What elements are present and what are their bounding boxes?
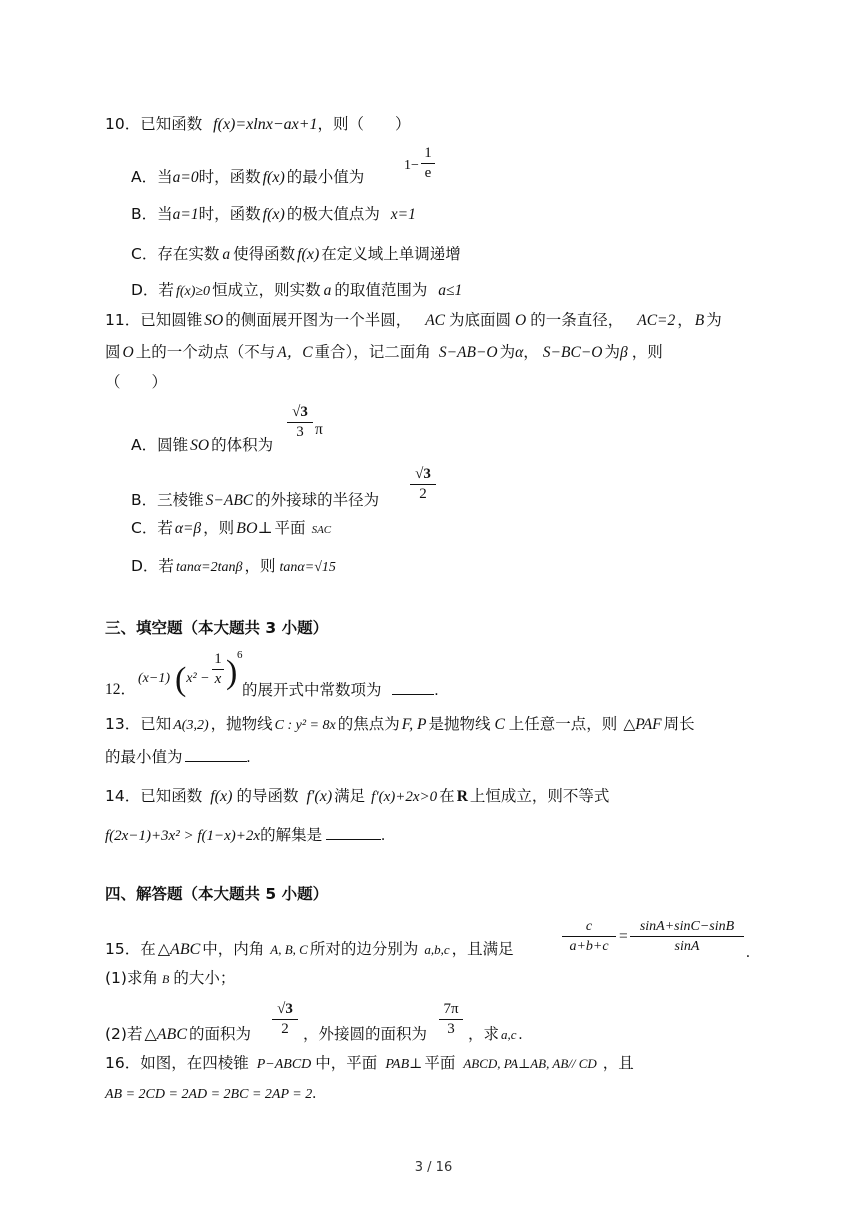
q11-a-fraction: √3 3: [287, 404, 313, 441]
q11-option-b: B．三棱锥 S−ABC 的外接球的半径为: [131, 491, 380, 509]
q13-answer-blank[interactable]: [185, 749, 247, 762]
section-solutions-heading: 四、解答题（本大题共 5 小题）: [105, 885, 329, 903]
q16-line2: AB = 2CD = 2AD = 2BC = 2AP = 2.: [105, 1085, 317, 1102]
q11-a-pi: π: [315, 421, 323, 438]
q15-circle-fraction: 7π 3: [439, 1001, 463, 1038]
q10-option-a: A．当a=0时，函数 f(x) 的最小值为: [131, 168, 365, 186]
q15-part2-end: ，求 a,c .: [468, 1025, 523, 1043]
q12-formula: (x−1) (x² −: [138, 661, 210, 698]
q15-area-fraction: √3 2: [272, 1001, 298, 1038]
q14-line1: 14．已知函数 f(x) 的导函数 f′(x) 满足 f′(x)+2x>0 在 R 上恒成立，则不等式: [105, 787, 610, 805]
q12: 12．: [105, 681, 137, 698]
q10-option-d: D．若 f(x)≥0 恒成立，则实数 a 的取值范围为 a≤1: [131, 281, 463, 299]
q11-option-d: D．若 tanα=2tanβ ，则 tanα=√15: [131, 557, 336, 575]
q10-function: f(x)=xlnx−ax+1: [213, 116, 318, 133]
q11-answer-paren: （ ）: [105, 373, 168, 391]
q15-rhs-fraction: sinA+sinC−sinB sinA: [630, 918, 744, 955]
q10-a-value: 1−: [404, 158, 419, 173]
q12-text: 的展开式中常数项为 .: [242, 681, 439, 699]
q15-equals: =: [619, 928, 628, 945]
q12-answer-blank[interactable]: [392, 682, 434, 695]
q12-exponent: 6: [237, 649, 243, 661]
q15-part2: (2)若 △ABC 的面积为: [105, 1025, 252, 1043]
q15-end: .: [746, 944, 750, 961]
q11-option-c: C．若 α=β ，则 BO⊥ 平面 SAC: [131, 519, 332, 537]
q16-line1: 16．如图，在四棱锥 P−ABCD 中，平面 PAB⊥ 平面 ABCD, PA⊥AB, AB// CD ，且: [105, 1054, 634, 1072]
q15-line1: 15．在 △ABC 中，内角 A, B, C 所对的边分别为 a,b,c ，且满足: [105, 940, 514, 958]
q12-rparen: ): [226, 654, 238, 691]
q13-line2: 的最小值为 .: [105, 748, 251, 766]
q10-option-c: C．存在实数 a 使得函数 f(x) 在定义域上单调递增: [131, 245, 461, 263]
q15-part2-mid: ，外接圆的面积为: [303, 1025, 428, 1043]
q11-option-a: A．圆锥 SO 的体积为: [131, 436, 274, 454]
q10-stem: 10．已知函数 f(x)=xlnx−ax+1，则（ ）: [105, 115, 411, 133]
q14-line2: f(2x−1)+3x² > f(1−x)+2x的解集是 .: [105, 826, 385, 844]
q13-line1: 13．已知 A(3,2) ，抛物线 C : y² = 8x 的焦点为 F, P 是抛物线 C 上任意一点，则 △PAF 周长: [105, 715, 695, 733]
q12-fraction: 1 x: [212, 651, 224, 688]
q10-a-fraction: 1 e: [421, 145, 435, 182]
q10-option-b: B．当a=1时，函数 f(x) 的极大值点为 x=1: [131, 205, 416, 223]
q11-b-fraction: √3 2: [410, 466, 436, 503]
q14-answer-blank[interactable]: [326, 827, 381, 840]
q15-part1: (1)求角 B 的大小；: [105, 969, 236, 987]
q11-stem-line1: 11．已知圆锥 SO 的侧面展开图为一个半圆， AC 为底面圆 O 的一条直径， AC=2 ， B 为: [105, 311, 722, 329]
q15-lhs-fraction: c a+b+c: [562, 918, 616, 955]
page-number: 3 / 16: [414, 1160, 453, 1175]
q11-stem-line2: 圆 O 上的一个动点（不与 A，C 重合），记二面角 S−AB−O 为α， S−BC−O 为β ，则: [105, 343, 663, 361]
section-fill-in-blank-heading: 三、填空题（本大题共 3 小题）: [105, 619, 329, 637]
